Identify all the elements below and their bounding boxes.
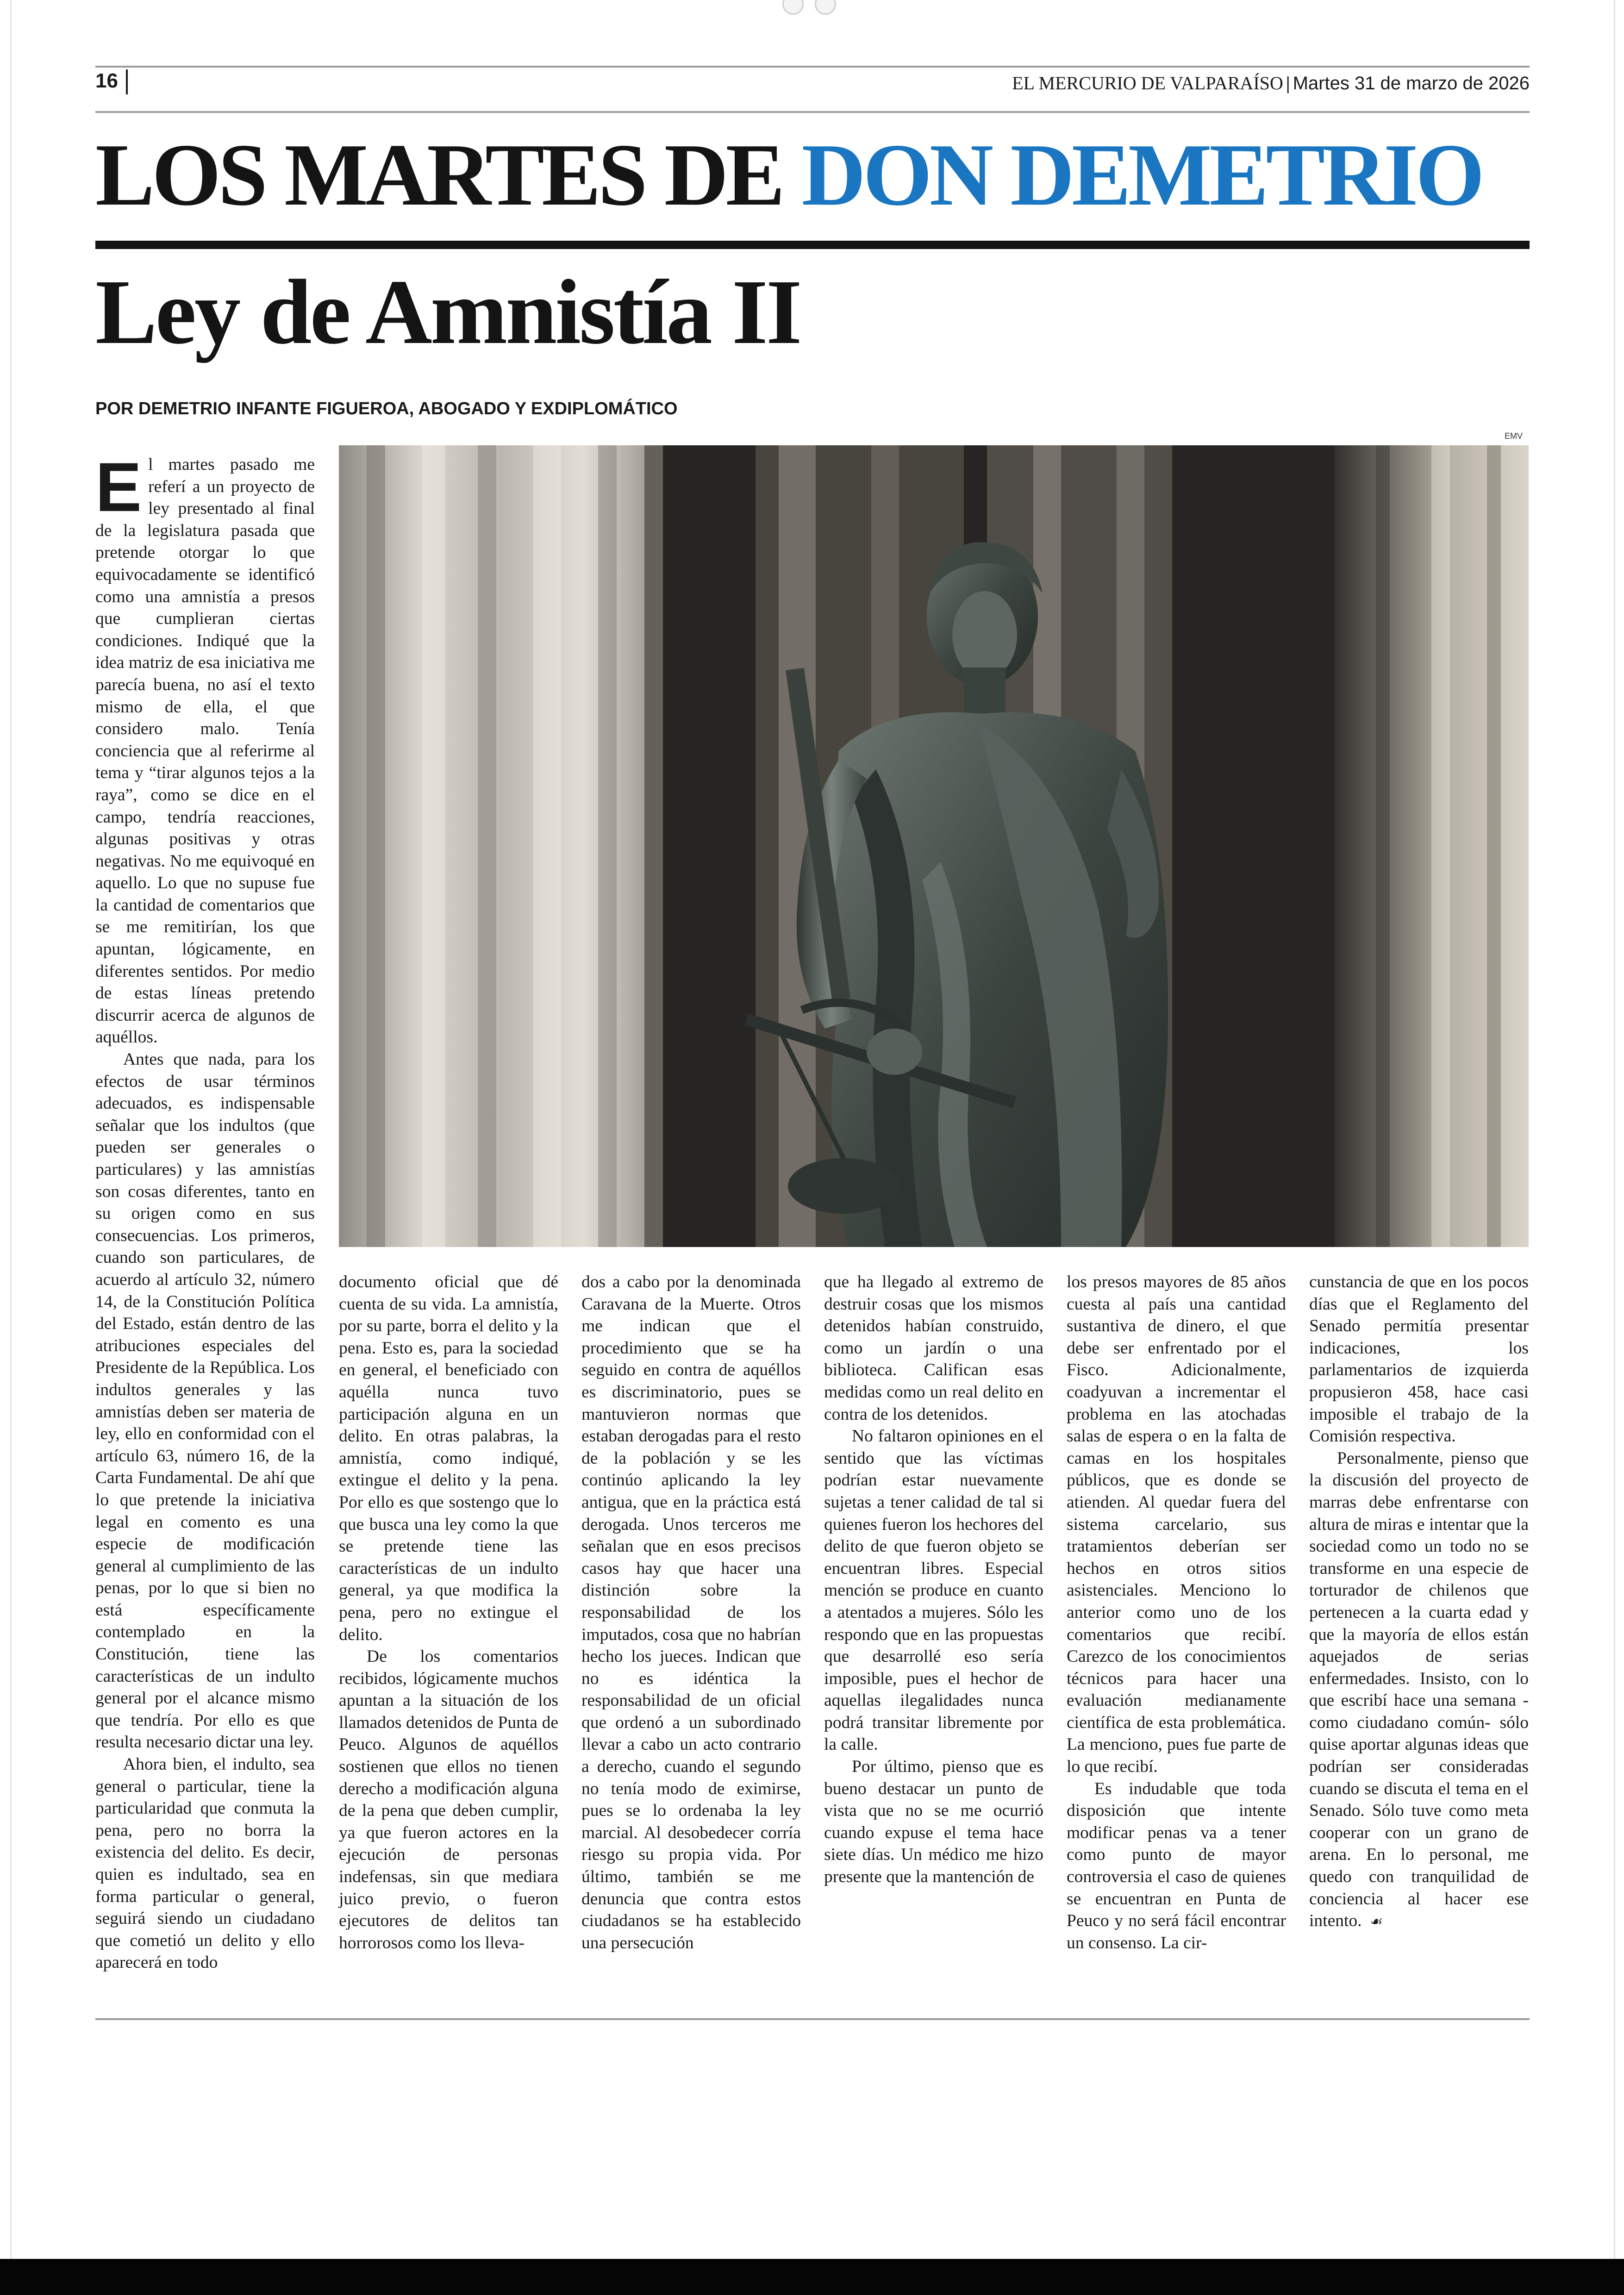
page-left-edge (10, 0, 12, 2259)
next-page-icon[interactable] (815, 0, 836, 15)
page-nav-dots (782, 0, 843, 14)
article-paragraph: De los comentarios recibidos, lógicamente muchos apuntan a la situación de los llamados detenidos de Punta de Peuco. Algunos de aquéllos sostienen que ellos no tienen derecho a modificación alguna de la pena que deben cumplir, ya que fueron actores en la ejecución de personas indefensas, sin que mediara juico previo, o fueron ejecutores de delitos tan horrorosos como los lleva- (339, 1647, 558, 1952)
folio-separator: | (1286, 73, 1290, 94)
section-title (95, 124, 1482, 226)
article-column-1 (95, 448, 315, 1972)
article-headline: Ley de Amnistía II (95, 261, 800, 363)
viewer-bottom-bar (0, 2259, 1624, 2295)
article-paragraph: cunstancia de que en los pocos días que el Reglamento del Senado permitía presentar indicaciones, los parlamentarios de izquierda propusieron 458, hace casi imposible el trabajo de la Comisión respectiva. (1309, 1272, 1529, 1446)
paragraph-text: Personalmente, pienso que la discusión del proyecto de marras debe enfrentarse con altura de miras e intentar que la sociedad como un todo no se transforme en una especie de torturador de chilenos que pertenecen a la cuarta edad y que la mayoría de ellos están aquejados de serias enfermedades. Insisto, con lo que escribí hace una semana -como ciudadano común- sólo quise aportar algunas ideas que podrían ser consideradas cuando se discuta el tema en el Senado. Sólo tuve como meta cooperar con un grano de arena. En lo personal, me quedo con tranquilidad de conciencia al hacer ese intento. (1309, 1448, 1529, 1931)
article-byline: POR DEMETRIO INFANTE FIGUEROA, ABOGADO Y EXDIPLOMÁTICO (95, 399, 678, 418)
publication-date: Martes 31 de marzo de 2026 (1293, 73, 1530, 94)
dropcap: E (95, 448, 142, 526)
article-column-4 (824, 1271, 1043, 1910)
photo-credit: EMV (1505, 431, 1523, 441)
article-paragraph: Ahora bien, el indulto, sea general o particular, tiene la particularidad que conmuta la pena, pero no borra la existencia del delito. Es decir, quien es indultado, sea en forma particular o general, seguirá siendo un ciudadano que cometió un delito y ello aparecerá en todo (95, 1755, 315, 1972)
page-number: 16 (95, 69, 118, 92)
prev-page-icon[interactable] (782, 0, 804, 15)
article-paragraph: Por último, pienso que es bueno destacar un punto de vista que no se me ocurrió cuando expuse el tema hace siete días. Un médico me hizo presente que la mantención de (824, 1757, 1043, 1887)
article-paragraph: dos a cabo por la denominada Caravana de la Muerte. Otros me indican que el procedimiento que se ha seguido en contra de aquéllos es discriminatorio, pues se mantuvieron normas que estaban derogadas para el resto de la población y se les continúo aplicando la ley antigua, que en la práctica está derogada. Unos terceros me señalan que en esos precisos casos hay que hacer una distinción sobre la responsabilidad de los imputados, cosa que no habrían hecho los jueces. Indican que no es idéntica la responsabilidad de un oficial que ordenó a un subordinado llevar a cabo un acto contrario a derecho, cuando el segundo no tenía modo de eximirse, pues se lo ordenaba la ley marcial. Al desobedecer corría riesgo su propia vida. Por último, también se me denuncia que contra estos ciudadanos se ha establecido una persecución (581, 1272, 801, 1952)
folio-bottom-rule (95, 111, 1530, 113)
section-title-part1: LOS MARTES DE (95, 125, 782, 224)
publication-name: EL MERCURIO DE VALPARAÍSO (1012, 73, 1283, 94)
article-paragraph (1309, 1447, 1529, 1933)
article-paragraph: Antes que nada, para los efectos de usar términos adecuados, es indispensable señalar que los indultos (que pueden ser generales o particulares) y las amnistías son cosas diferentes, tanto en su origen como en sus consecuencias. Los primeros, cuando son particulares, de acuerdo al artículo 32, número 14, de la Constitución Política del Estado, están dentro de las atribuciones especiales del Presidente de la República. Los indultos generales y las amnistías deben ser materia de ley, ello en conformidad con el artículo 63, número 16, de la Carta Fundamental. De ahí que lo que pretende la iniciativa legal en comento es una especie de modificación general al cumplimiento de las penas, por lo que si bien no está específicamente contemplado en la Constitución, tiene las características de un indulto general por el alcance mismo que tendría. Por ello es que resulta necesario dictar una ley. (95, 1050, 315, 1752)
paragraph-text: l martes pasado me referí a un proyecto de ley presentado al final de la legislatura pasada que pretende otorgar lo que equivocadamente se identificó como una amnistía a presos que cumplieran ciertas condiciones. Indiqué que la idea matriz de esa iniciativa me parecía buena, no así el texto mismo de ella, el que considero malo. Tenía conciencia que al referirme al tema y “tirar algunos tejos a la raya”, como se dice en el campo, tendría reacciones, algunas positivas y otras negativas. No me equivoqué en aquello. Lo que no supuse fue la cantidad de comentarios que se me remitirían, los que apuntan, lógicamente, en diferentes sentidos. Por medio de estas líneas pretendo discurrir acerca de algunos de aquéllos. (95, 455, 315, 1047)
folio-top-rule (95, 66, 1530, 68)
article-column-5 (1067, 1271, 1286, 1952)
article-column-3 (581, 1271, 801, 1952)
folio-info (1012, 72, 1530, 94)
statue-of-justice-photo (339, 445, 1529, 1247)
article-column-2 (339, 1271, 558, 1952)
article-column-6 (1309, 1271, 1529, 1931)
article-paragraph (95, 448, 315, 1048)
end-of-article-icon: ☙ (1369, 1914, 1382, 1930)
footer-rule (95, 2018, 1530, 2020)
article-paragraph: Es indudable que toda disposición que intente modificar penas va a tener como punto de mayor controversia el caso de quienes se encuentran en Punta de Peuco y no será fácil encontrar un consenso. La cir- (1067, 1779, 1286, 1952)
page-number-separator (126, 69, 128, 94)
page-right-edge (1614, 0, 1615, 2259)
section-rule (95, 241, 1530, 249)
article-paragraph: que ha llegado al extremo de destruir cosas que los mismos detenidos habían construido, como un jardín o una biblioteca. Califican esas medidas como un real delito en contra de los detenidos. (824, 1272, 1043, 1424)
section-title-part2: DON DEMETRIO (801, 125, 1482, 224)
article-paragraph: documento oficial que dé cuenta de su vida. La amnistía, por su parte, borra el delito y la pena. Esto es, para la sociedad en general, el beneficiado con aquélla nunca tuvo participación alguna en un delito. En otras palabras, la amnistía, como indiqué, extingue el delito y la pena. Por ello es que sostengo que lo que busca una ley como la que se pretende tiene las características de un indulto general, ya que modifica la pena, pero no extingue el delito. (339, 1272, 558, 1644)
article-paragraph: No faltaron opiniones en el sentido que las víctimas podrían estar nuevamente sujetas a tener calidad de tal si quienes fueron los hechores del delito de que fueron objeto se encuentran libres. Especial mención se produce en cuanto a atentados a mujeres. Sólo les respondo que en las propuestas que desarrollé eso sería imposible, pues el hechor de aquellas ilegalidades nunca podrá transitar libremente por la calle. (824, 1427, 1043, 1754)
article-paragraph: los presos mayores de 85 años cuesta al país una cantidad sustantiva de dinero, el que debe ser enfrentado por el Fisco. Adicionalmente, coadyuvan a incrementar el problema en las atochadas salas de espera o en la falta de camas en los hospitales públicos, que es donde se atienden. Al quedar fuera del sistema carcelario, sus tratamientos deberían ser hechos en otros sitios asistenciales. Menciono lo anterior como uno de los comentarios que recibí. Carezco de los conocimientos técnicos para hacer una evaluación medianamente científica de esta problemática. La menciono, pues fue parte de lo que recibí. (1067, 1272, 1286, 1777)
